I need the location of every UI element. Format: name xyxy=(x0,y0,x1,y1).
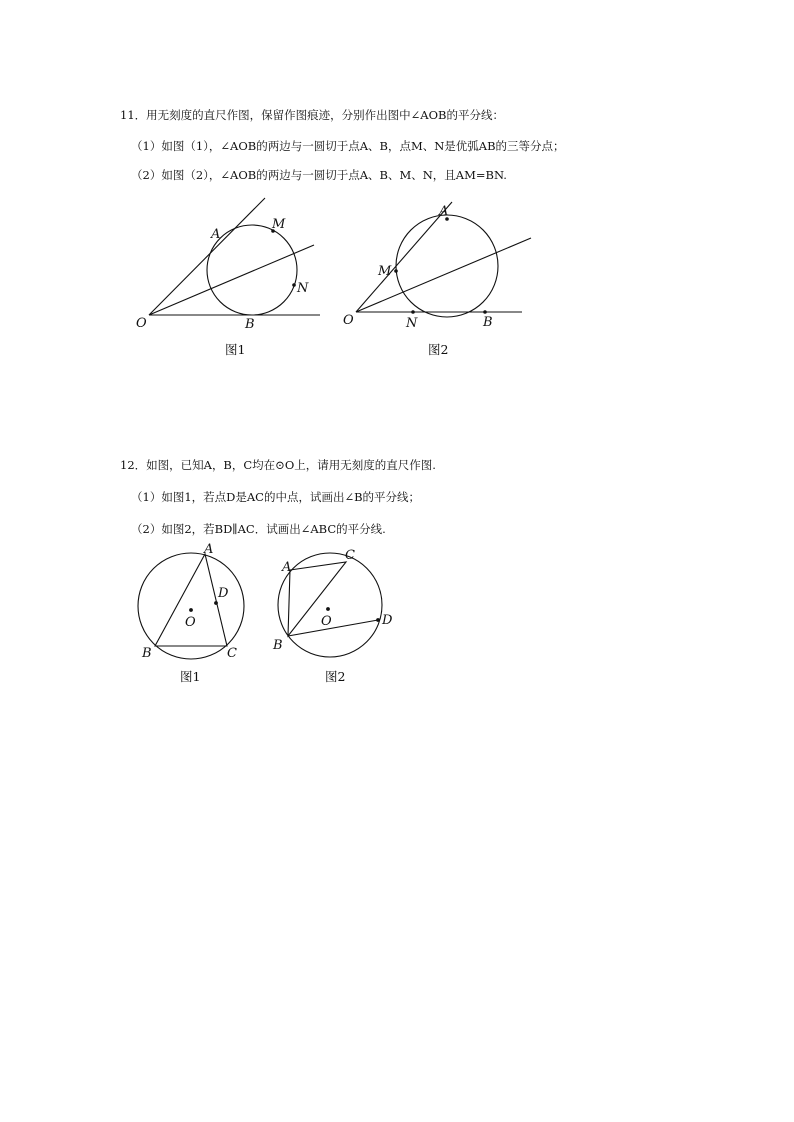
tangent-circle xyxy=(396,215,498,317)
circle-o xyxy=(138,553,244,659)
caption-fig1: 图1 xyxy=(180,669,201,684)
point-n xyxy=(411,310,415,314)
point-m xyxy=(394,269,398,273)
label-a: A xyxy=(204,542,214,557)
q12-figure-2 xyxy=(268,540,398,690)
label-b: B xyxy=(245,317,255,332)
label-c: C xyxy=(227,646,237,661)
triangle-abc xyxy=(155,554,227,646)
caption-fig1: 图1 xyxy=(225,342,246,357)
label-c: C xyxy=(345,548,355,563)
q11-part1: （1）如图（1），∠AOB的两边与一圆切于点A、B，点M、N是优弧AB的三等分点； xyxy=(131,139,565,153)
label-b: B xyxy=(273,638,283,653)
label-a: A xyxy=(211,227,221,242)
q11-figure-1 xyxy=(130,195,340,365)
label-n: N xyxy=(406,316,418,331)
chord-bd xyxy=(288,620,378,636)
label-o: O xyxy=(321,614,332,629)
bisector-line xyxy=(149,245,314,315)
caption-fig2: 图2 xyxy=(325,669,346,684)
label-a: A xyxy=(439,204,449,219)
label-n: N xyxy=(297,281,309,296)
label-b: B xyxy=(483,315,493,330)
q12-part2: （2）如图2，若BD∥AC．试画出∠ABC的平分线. xyxy=(131,522,386,536)
label-d: D xyxy=(218,586,229,601)
label-m: M xyxy=(378,264,392,279)
center-o xyxy=(189,608,193,612)
label-b: B xyxy=(142,646,152,661)
circle-o xyxy=(278,553,382,657)
point-d xyxy=(214,601,218,605)
q11-part2: （2）如图（2），∠AOB的两边与一圆切于点A、B、M、N，且AM=BN. xyxy=(131,168,507,182)
label-a: A xyxy=(282,560,292,575)
q12-stem: 12．如图，已知A，B，C均在⊙O上，请用无刻度的直尺作图. xyxy=(120,458,436,472)
q12-figure-1 xyxy=(130,540,250,690)
point-n xyxy=(292,283,296,287)
point-b xyxy=(483,310,487,314)
tangent-circle xyxy=(207,225,297,315)
q11-figure-2 xyxy=(335,195,540,365)
caption-fig2: 图2 xyxy=(428,342,449,357)
label-d: D xyxy=(382,613,393,628)
label-o: O xyxy=(136,316,147,331)
q12-part1: （1）如图1，若点D是AC的中点，试画出∠B的平分线； xyxy=(131,490,421,504)
label-m: M xyxy=(272,217,286,232)
point-d xyxy=(376,618,380,622)
label-o: O xyxy=(185,615,196,630)
ray-oa xyxy=(356,202,452,312)
q11-stem: 11．用无刻度的直尺作图，保留作图痕迹，分别作出图中∠AOB的平分线： xyxy=(120,108,504,122)
quadrilateral-abc xyxy=(288,562,346,636)
center-o xyxy=(326,607,330,611)
ray-oa xyxy=(149,198,265,315)
label-o: O xyxy=(343,313,354,328)
